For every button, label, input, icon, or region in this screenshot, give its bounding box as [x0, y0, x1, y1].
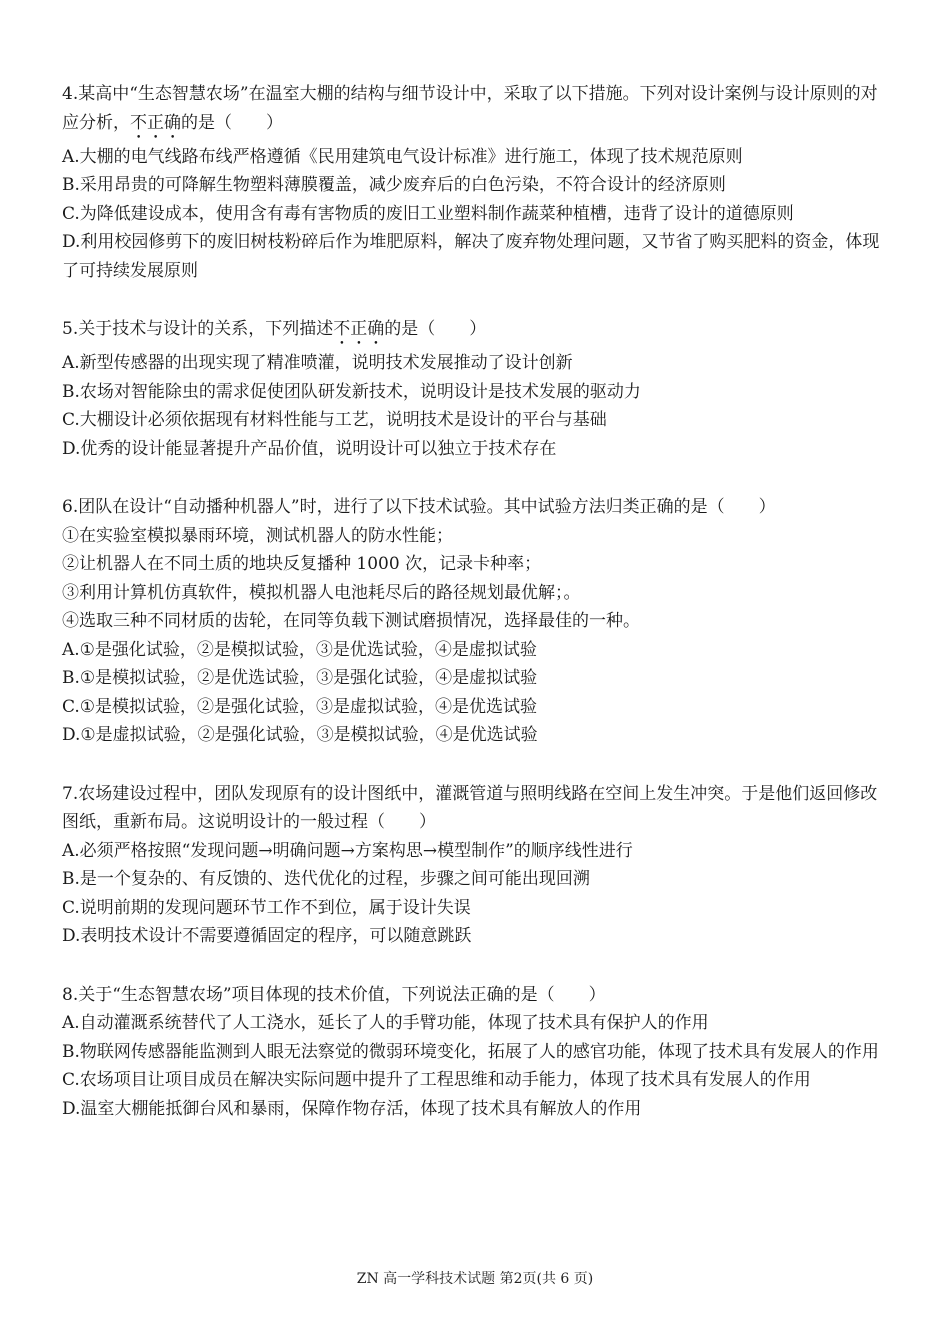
question-page [62, 80, 888, 1153]
emphasized-text: 不正确 [333, 319, 385, 339]
page-footer: ZN 高一学科技术试题 第2页(共 6 页) [356, 1271, 594, 1287]
question-stem [62, 315, 888, 349]
question-4 [62, 80, 888, 285]
option-b: B.农场对智能除虫的需求促使团队研发新技术，说明设计是技术发展的驱动力 [62, 381, 641, 402]
test-item-2: ②让机器人在不同土质的地块反复播种 1000 次，记录卡种率； [62, 554, 542, 574]
option-c: C.①是模拟试验，②是强化试验，③是虚拟试验，④是优选试验 [62, 696, 538, 717]
option-b: B.物联网传感器能监测到人眼无法察觉的微弱环境变化，拓展了人的感官功能，体现了技术具有发展人的作用 [62, 1041, 879, 1062]
option-b: B.①是模拟试验，②是优选试验，③是强化试验，④是虚拟试验 [62, 668, 538, 688]
option-c: C.为降低建设成本，使用含有毒有害物质的废旧工业塑料制作蔬菜种植槽，违背了设计的道德原则 [62, 203, 794, 224]
test-item-1: ①在实验室模拟暴雨环境，测试机器人的防水性能； [62, 525, 453, 546]
question-stem: 7.农场建设过程中，团队发现原有的设计图纸中，灌溉管道与照明线路在空间上发生冲突。于是他们返回修改图纸，重新布局。这说明设计的一般过程（ ） [62, 783, 878, 832]
option-c: C.农场项目让项目成员在解决实际问题中提升了工程思维和动手能力，体现了技术具有发展人的作用 [62, 1070, 811, 1090]
option-b: B.是一个复杂的、有反馈的、迭代优化的过程，步骤之间可能出现回溯 [62, 869, 590, 889]
question-stem: 6.团队在设计“自动播种机器人”时，进行了以下技术试验。其中试验方法归类正确的是（ ） [62, 497, 776, 517]
option-a: A.大棚的电气线路布线严格遵循《民用建筑电气设计标准》进行施工，体现了技术规范原则 [62, 146, 743, 167]
option-a: A.新型传感器的出现实现了精准喷灌，说明技术发展推动了设计创新 [62, 353, 573, 373]
stem-text-tail: 的是（ ） [181, 112, 283, 133]
option-c: C.大棚设计必须依据现有材料性能与工艺，说明技术是设计的平台与基础 [62, 410, 607, 430]
option-a: A.①是强化试验，②是模拟试验，③是优选试验，④是虚拟试验 [62, 639, 537, 660]
option-c: C.说明前期的发现问题环节工作不到位，属于设计失误 [62, 897, 471, 918]
option-d: D.表明技术设计不需要遵循固定的程序，可以随意跳跃 [62, 926, 472, 946]
question-7 [62, 780, 888, 951]
question-stem: 8.关于“生态智慧农场”项目体现的技术价值，下列说法正确的是（ ） [62, 984, 606, 1005]
test-item-3: ③利用计算机仿真软件，模拟机器人电池耗尽后的路径规划最优解；。 [62, 582, 581, 603]
option-b: B.采用昂贵的可降解生物塑料薄膜覆盖，减少废弃后的白色污染，不符合设计的经济原则 [62, 175, 726, 195]
option-d: D.利用校园修剪下的废旧树枝粉碎后作为堆肥原料，解决了废弃物处理问题，又节省了购买肥料的资金，体现了可持续发展原则 [62, 232, 880, 281]
option-a: A.必须严格按照“发现问题→明确问题→方案构思→模型制作”的顺序线性进行 [62, 840, 633, 861]
question-stem [62, 80, 888, 143]
question-5 [62, 315, 888, 463]
question-6 [62, 493, 888, 750]
stem-text: 4.某高中“生态智慧农场”在温室大棚的结构与细节设计中，采取了以下措施。下列对设计案例与设计原则的对应分析， [62, 84, 878, 133]
stem-text-tail: 的是（ ） [384, 319, 487, 339]
option-d: D.温室大棚能抵御台风和暴雨，保障作物存活，体现了技术具有解放人的作用 [62, 1098, 642, 1119]
option-d: D.优秀的设计能显著提升产品价值，说明设计可以独立于技术存在 [62, 438, 557, 459]
question-8 [62, 981, 888, 1124]
option-d: D.①是虚拟试验，②是强化试验，③是模拟试验，④是优选试验 [62, 725, 538, 745]
emphasized-text: 不正确 [130, 112, 181, 133]
option-a: A.自动灌溉系统替代了人工浇水，延长了人的手臂功能，体现了技术具有保护人的作用 [62, 1013, 709, 1033]
stem-text: 5.关于技术与设计的关系，下列描述 [62, 319, 334, 339]
test-item-4: ④选取三种不同材质的齿轮，在同等负载下测试磨损情况，选择最佳的一种。 [62, 611, 640, 631]
